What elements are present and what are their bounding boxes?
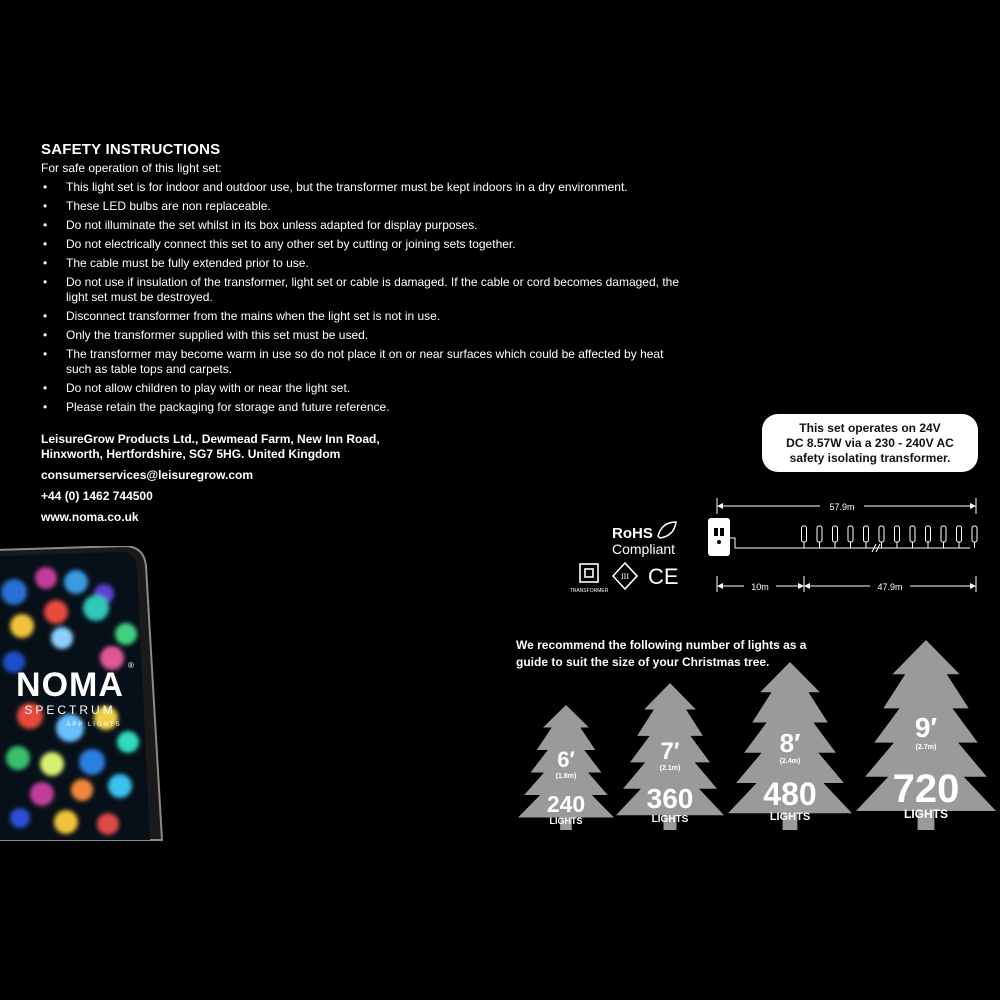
registered-mark: ® [128, 661, 134, 670]
company-address [41, 432, 380, 462]
tree-height-metric: (2.1m) [659, 765, 681, 772]
safety-item: • These LED bulbs are non replaceable. [41, 199, 681, 214]
tree-240-lights [518, 705, 614, 830]
phone-app-image [0, 546, 170, 846]
svg-text:III: III [621, 572, 629, 581]
address-line: LeisureGrow Products Ltd., Dewmead Farm, New Inn Road, [41, 432, 380, 446]
company-website: www.noma.co.uk [41, 510, 139, 524]
total-length-label: 57.9m [829, 502, 855, 512]
led-bulb-icon [864, 526, 869, 542]
spec-line: safety isolating transformer. [789, 450, 951, 465]
class-iii-icon [613, 563, 637, 589]
tree-height-metric: (1.8m) [555, 773, 577, 780]
led-bulb-icon [941, 526, 946, 542]
safety-list [41, 180, 681, 415]
app-product: SPECTRUM [24, 703, 116, 717]
app-tagline: APP LIGHTS [66, 722, 122, 728]
tree-light-count: 240 [546, 791, 586, 817]
tree-height-metric: (2.7m) [915, 744, 937, 751]
led-bulb-icon [957, 526, 962, 542]
led-bulb-icon [848, 526, 853, 542]
certification-marks [560, 518, 700, 598]
tree-720-lights [856, 640, 996, 830]
tree-480-lights [728, 662, 852, 830]
spec-line: This set operates on 24V [799, 420, 941, 435]
tree-light-count: 480 [763, 776, 817, 812]
tree-lights-label: LIGHTS [904, 807, 948, 821]
safety-item: • The cable must be fully extended prior to use. [41, 256, 681, 271]
safety-title: SAFETY INSTRUCTIONS [41, 141, 221, 158]
safety-intro: For safe operation of this light set: [41, 161, 222, 175]
tree-lights-label: LIGHTS [549, 816, 583, 826]
led-bulb-icon [817, 526, 822, 542]
led-bulb-icon [833, 526, 838, 542]
tree-height: 8′ [779, 728, 801, 758]
safety-item: • Do not electrically connect this set to any other set by cutting or joining sets together. [41, 237, 681, 252]
led-bulbs [802, 526, 978, 548]
recommendation-text: We recommend the following number of lights as a guide to suit the size of your Christmas tree. [516, 638, 807, 669]
company-email: consumerservices@leisuregrow.com [41, 468, 254, 482]
safety-item: • Do not illuminate the set whilst in its box unless adapted for display purposes. [41, 218, 681, 233]
led-bulb-icon [802, 526, 807, 542]
safety-instructions [41, 141, 681, 419]
led-bulb-icon [895, 526, 900, 542]
led-bulb-icon [879, 526, 884, 542]
tree-light-count: 720 [892, 767, 960, 811]
safety-item: • Do not allow children to play with or near the light set. [41, 381, 681, 396]
app-brand: NOMA [16, 666, 124, 704]
address-line: Hinxworth, Hertfordshire, SG7 5HG. United Kingdom [41, 447, 341, 461]
tree-light-count: 360 [646, 783, 694, 814]
rohs-label: RoHS [612, 525, 653, 542]
led-bulb-icon [910, 526, 915, 542]
transformer-label: TRANSFORMER [569, 588, 609, 594]
tree-lights-label: LIGHTS [769, 811, 811, 823]
lead-length-label: 10m [751, 582, 769, 592]
tree-lights-label: LIGHTS [651, 814, 689, 825]
light-set-diagram [700, 490, 990, 600]
led-bulb-icon [926, 526, 931, 542]
safety-item: • Disconnect transformer from the mains when the light set is not in use. [41, 309, 681, 324]
tree-360-lights [616, 683, 724, 830]
safety-item: • This light set is for indoor and outdoor use, but the transformer must be kept indoors in a dry environment. [41, 180, 681, 195]
tree-height: 7′ [660, 738, 680, 765]
tree-height-metric: (2.4m) [779, 758, 801, 765]
company-info [41, 432, 380, 531]
company-phone: +44 (0) 1462 744500 [41, 489, 153, 503]
power-spec-box [762, 414, 978, 472]
safety-item: • Do not use if insulation of the transformer, light set or cable is damaged. If the cable or cord becomes damaged, the light set must be destroyed. [41, 275, 681, 305]
safety-item: • Please retain the packaging for storage and future reference. [41, 400, 681, 415]
transformer-plug-icon [708, 518, 730, 556]
led-bulb-icon [972, 526, 977, 542]
lit-length-label: 47.9m [877, 582, 903, 592]
tree-height: 6′ [557, 747, 575, 772]
spec-line: DC 8.57W via a 230 - 240V AC [786, 435, 954, 450]
ce-mark: CE [648, 564, 679, 589]
safety-item: • Only the transformer supplied with this set must be used. [41, 328, 681, 343]
tree-height: 9′ [914, 712, 938, 743]
tree-size-guide [510, 630, 1000, 845]
rohs-compliant-label: Compliant [612, 541, 676, 557]
leaf-icon [658, 522, 676, 538]
safety-item: • The transformer may become warm in use so do not place it on or near surfaces which could be affected by heat such as table tops and carpets. [41, 347, 681, 377]
transformer-symbol-icon [580, 564, 598, 582]
